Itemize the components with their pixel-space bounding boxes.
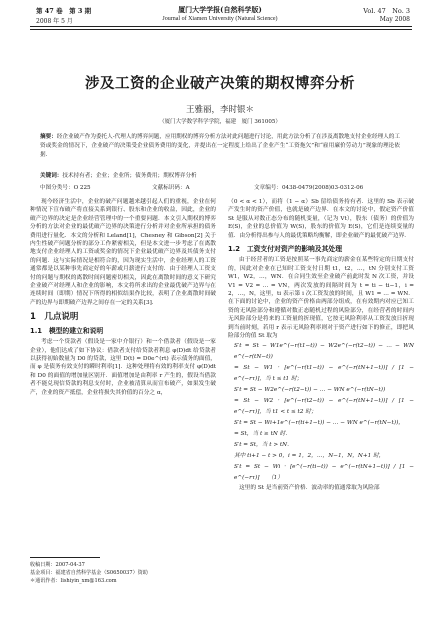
left-column: [30, 198, 216, 397]
equation-block: [228, 341, 414, 484]
date-en: May 2008: [379, 16, 410, 23]
equation-line: 其中 ti+1 − t > 0，i = 1，2，…，N−1，N，N+1 时，: [234, 452, 385, 459]
intro-paragraph: 现今经济生活中，企业的破产问题越来越引起人们的重视，企业在何种情况下宣布破产将直接关系到银行、股东和企业的收益，因此，企业的破产边界的决定是企业经营管理中的一个重要问题．本文引入期权的博弈分析的方法对企业的最优破产边界的决策进行分析并对企业所承担的债务费用进行量化．本文的分析和 Leland[1]，Chesney 和 Gibson[2] 关于内生性破产问题分析的部分工作紧密相关，但是本文进一步考虑了在离散地支付企业经理人的工资或奖金的情况下企业最优破产边界及其债务支付的问题．这与实际情况是相符合的，因为现实生活中，企业经理人的工资通常都是以某种事先商定好的年薪或月薪进行支付的．由于经理人工资支付的问题与期权的离散时间问题密切相关，因此在离散时间的意义下研究企业破产对经理人和企业的影响，本文将所求出的企业最优破产边界与在连续时间（即期）情况下所得的相似结果作比较，表明了企业离散时间破产的边界与即期破产边界之间存在一定的关系[3]．: [30, 199, 216, 306]
abstract-label: 摘要：: [40, 134, 57, 140]
right-column: [228, 198, 414, 492]
document-code: 文献标识码：A: [152, 185, 190, 191]
date-cn: 2008 年 5 月: [36, 18, 73, 25]
equation-line: S′t = St − W1e^(−r(t1−t)) − W2e^(−r(t2−t)) − … − WN e^(−r(tN−t)): [234, 342, 414, 360]
section-1-2-title: 1.2 工资支付对资产的影响及其处理: [228, 245, 342, 254]
header-rule-thick: [30, 26, 412, 27]
footnote-funding: 基金项目：福建省自然科学基金（S0650037）资助: [30, 570, 148, 577]
keywords: [40, 171, 400, 179]
paper-title: 涉及工资的企业破产决策的期权博弈分析: [85, 75, 355, 92]
author-affiliation: （厦门大学数学科学学院，福建 厦门 361005）: [159, 119, 281, 125]
section-1-1-title: 1.1 模型的建立和说明: [30, 326, 104, 335]
equation-line: S′t = St − Wi · [e^(−r(ti−t)) − e^(−r(tN+1−t))] / [1 − e^(−rτ)] （1）: [234, 463, 414, 481]
volume-issue-cn: 第 47 卷 第 3 期: [36, 7, 92, 15]
paper-authors: 王雅丽，李时银＊: [185, 105, 254, 115]
article-number: 文章编号：0438-0479(2008)03-0312-06: [254, 185, 364, 191]
equation-line: S′t = St，当 t > tN．: [234, 441, 293, 448]
right-paragraph-2: 由于经营者的工资是按照某一事先商定的薪金在某些特定的日期支付的，因此对企业在已知时工资支付日期 t1，t2，…，tN 分别支付工资 W1，W2，…，WN．在合同生效至企业破产前此时发 N 次工资，并设 V1 = V2 = … = VN，两次发放的间隔时间为 t = ti − ti−1，i = 2，…，N，这里，ti 表示第 i 次工资发放的时间，且 W1 = … = WN．在下面的讨论中，企业的资产价格由两部分组成，在有效期内对应已知工资的无风险部分和遵循对数正态随机过程的风险部分，在经营者的时间内无风险部分是将来的工资量的折现值，它按无风险利率从工资发放日折现到当前时刻，若用 r 表示无风险利率则对于资产进行如下的修正，即把风险部分的值 St 取为: [228, 257, 414, 340]
equation-line: = St − W1 · [e^(−r(t1−t)) − e^(−r(tN+1−t))] / [1 − e^(−rτ)]，当 t ≤ t1 时；: [234, 364, 414, 382]
equation-line: S′t = St − Wi+1e^(−r(ti+1−t)) − … − WN e^(−r(tN−t))，: [234, 419, 404, 426]
abstract: [40, 133, 400, 160]
section-1-title: 1 几点说明: [30, 312, 79, 323]
right-paragraph-3: 这里的 St 是当前资产价格．波动率的值通常取为风险部: [239, 484, 380, 491]
clc-number: 中图分类号：O 225: [40, 185, 91, 191]
equation-line: = St，当 t ≥ tN 时．: [234, 430, 292, 437]
keywords-text: 技术持有者；企业；企业所；债务费用；期权博弈分析: [62, 173, 197, 179]
footnote-rule: [30, 557, 100, 558]
journal-name-cn: 厦门大学学报(自然科学版): [178, 5, 262, 14]
journal-header: [0, 0, 440, 28]
volume-issue-en: Vol. 47 No. 3: [363, 7, 410, 15]
footnote-corresponding: ＊通讯作者：lishiyin_xm@163.com: [30, 578, 117, 585]
model-paragraph: 考虑一个贷款者（假设是一家中介银行）和一个借款者（假设是一家企业），他们达成了如下协议：借款者支付给贷款者利息 φ(D)dt 给贷款者以获得初始数量为 D0 的贷款，这里 D(t) = D0e^(rt) 表示债务的面值，而 φ 是债务有效支付的瞬时利率[1]．这种处理将有效的利率支付 φ(D)dt 和 D0 的面值的增加量区别开．面值增加是由利率 r 产生的，假设当借款者不能兑现信贷款的利息支付时，企业被清算从而宣布破产，如果发生破产，企业的资产抵偿，企业将损失其价值的百分之 α，: [30, 339, 216, 396]
header-rule-thin: [30, 29, 412, 30]
journal-name-en: Journal of Xiamen University (Natural Science): [162, 16, 278, 22]
footnotes: [30, 561, 216, 586]
equation-line: S′t = St − W2e^(−r(t2−t)) − … − WN e^(−r(tN−t)): [234, 386, 386, 393]
right-paragraph-1: （0 < α < 1），而将（1 − α）Sb 留给债务持有者．这里的 Sb 表示破产发生时的资产价值，也就是破产边界．在本文的讨论中，假定资产价值 St 是服从对数正态分布的随机变量，（记为 Vt），股东（债务）的价值为 E(S)，企业的总价值为 W(S)，股东的价值为 E(S)，它们是连续变量的值．由分析得出参与人的最优策略均衡解，即企业破产的最优破产边界．: [228, 199, 414, 239]
footnote-received: 收稿日期：2007-04-37: [30, 562, 85, 568]
abstract-text: 经企业破产作为委托人-代理人的博弈问题，应用期权的博弈分析方法对此问题进行讨论，用此方法分析了在涉及离散地支付企业经理人的工资或奖金的情况下，企业破产的决策受企业债务费用的变化，并提出在一定程度上给出了企业产生“工资拖欠”和“雇用廉价劳动力”现象的理论依据.: [40, 134, 400, 158]
equation-line: = St − W2 · [e^(−r(t2−t)) − e^(−r(tN+1−t))] / [1 − e^(−rτ)]，当 t1 < t ≤ t2 时；: [234, 397, 414, 415]
keywords-label: 关键词：: [40, 173, 63, 179]
